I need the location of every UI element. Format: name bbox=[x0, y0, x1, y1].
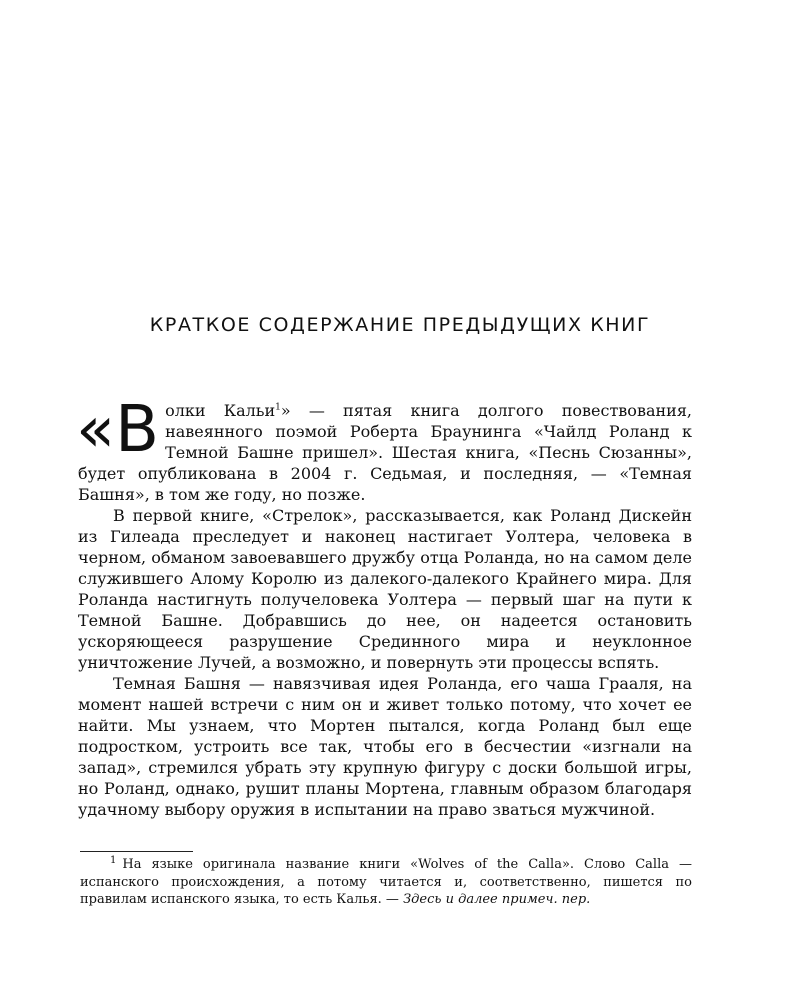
paragraph-2: В первой книге, «Стрелок», рассказывается, как Роланд Дискейн из Гилеада преследует и наконец настигает Уолтера, человека в черном, обманом завоевавшего дружбу отца Роланда, но на самом деле служившего Алому Королю из далекого-далекого Крайнего мира. Для Роланда настигнуть получеловека Уолтера — первый шаг на пути к Темной Башне. Добравшись до нее, он надеется остановить ускоряющееся разрушение Срединного мира и неуклонное уничтожение Лучей, а возможно, и повернуть эти процессы вспять. bbox=[78, 506, 692, 672]
page-title: КРАТКОЕ СОДЕРЖАНИЕ ПРЕДЫДУЩИХ КНИГ bbox=[149, 314, 651, 336]
footnote-text: На языке оригинала название книги «Wolves of the Calla». Слово Calla — испанского происхождения, а потому читается и, соответственно, пишется по правилам испанского языка, то есть Калья. — bbox=[80, 857, 692, 907]
footnote-mark: 1 bbox=[110, 854, 117, 866]
footnote-ref[interactable]: 1 bbox=[275, 402, 281, 413]
footnote-italic: Здесь и далее примеч. пер. bbox=[403, 892, 591, 907]
body-text bbox=[76, 393, 692, 820]
paragraph-1-lead: олки Кальи bbox=[165, 401, 276, 420]
footnote bbox=[80, 856, 692, 909]
drop-cap: «В bbox=[76, 393, 160, 467]
footnote-divider bbox=[80, 851, 193, 852]
paragraph-1 bbox=[76, 393, 692, 505]
paragraph-1-rest: » — пятая книга долгого повествования, навеянного поэмой Роберта Браунинга «Чайлд Роланд к Темной Башне пришел». Шестая книга, «Песнь Сюзанны», будет опубликована в 2004 г. Седьмая, и последняя, — «Темная Башня», в том же году, но позже. bbox=[78, 401, 692, 504]
paragraph-3: Темная Башня — навязчивая идея Роланда, его чаша Грааля, на момент нашей встречи с ним он и живет только потому, что хочет ее найти. Мы узнаем, что Мортен пытался, когда Роланд был еще подростком, устроить все так, чтобы его в бесчестии «изгнали на запад», стремился убрать эту крупную фигуру с доски большой игры, но Роланд, однако, рушит планы Мортена, главным образом благодаря удачному выбору оружия в испытании на право зваться мужчиной. bbox=[78, 674, 692, 819]
